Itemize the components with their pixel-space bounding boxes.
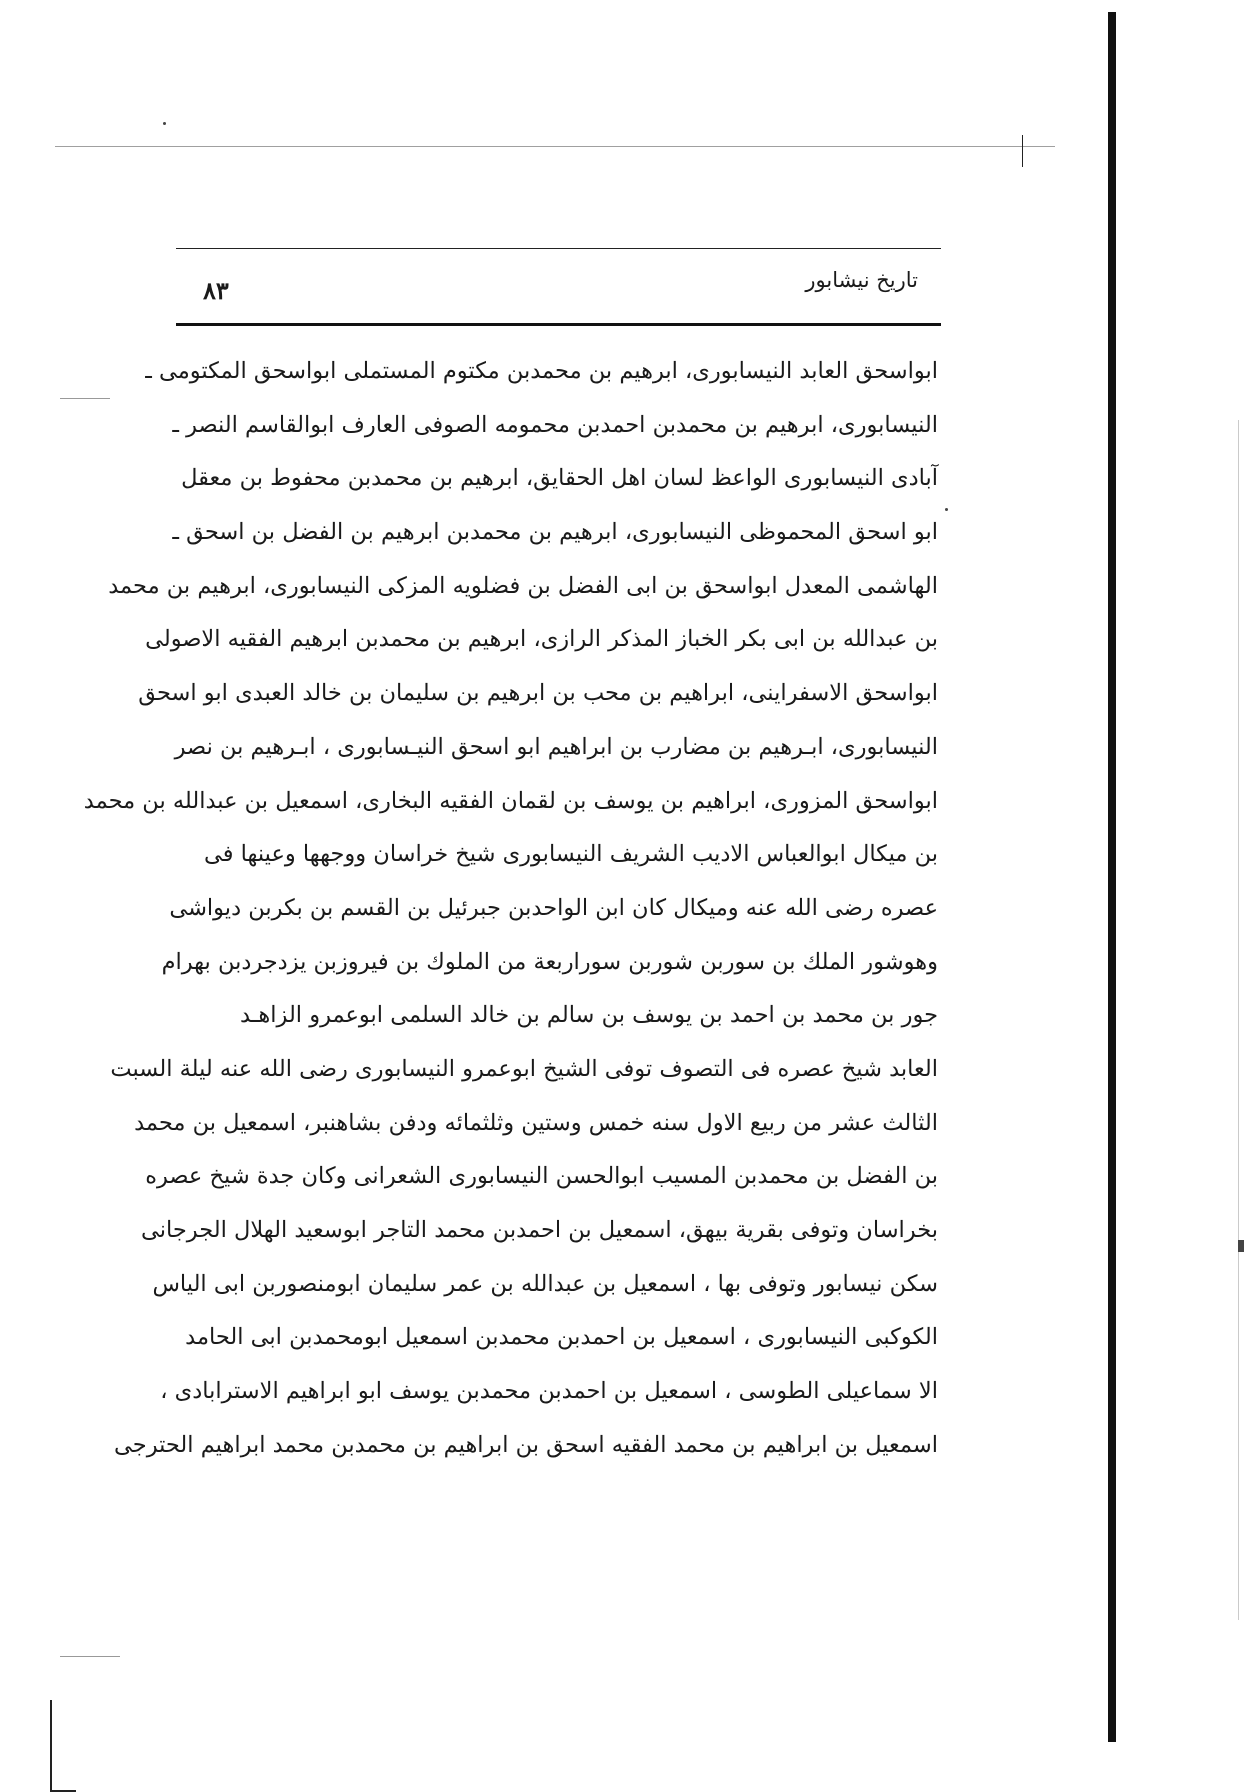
text-line: بن الفضل بن محمدبن المسيب ابوالحسن النيسابورى الشعرانى وكان جدة شيخ عصره (145, 1163, 938, 1190)
running-title: تاريخ نيشابور (805, 268, 918, 292)
text-line: جور بن محمد بن احمد بن يوسف بن سالم بن خالد السلمى ابوعمرو الزاهـد (240, 1002, 938, 1029)
text-line: الثالث عشر من ربيع الاول سنه خمس وستين وثلثمائه ودفن بشاهنبر، اسمعيل بن محمد (134, 1109, 938, 1136)
text-line: عصره رضى الله عنه وميكال كان ابن الواحدبن جبرئيل بن القسم بن بكربن ديواشى (169, 894, 938, 921)
text-line: بن ميكال ابوالعباس الاديب الشريف النيسابورى شيخ خراسان ووجهها وعينها فى (204, 841, 938, 868)
text-line: ابو اسحق المحموظى النيسابورى، ابرهيم بن محمدبن ابرهيم بن الفضل بن اسحق ـ (172, 519, 938, 546)
text-line: وهوشور الملك بن سوربن شوربن سوراربعة من الملوك بن فيروزبن يزدجردبن بهرام (161, 948, 938, 975)
scan-dot (163, 122, 166, 125)
corner-mark (50, 1700, 76, 1792)
text-line: سكن نيسابور وتوفى بها ، اسمعيل بن عبدالله بن عمر سليمان ابومنصوربن ابى الياس (152, 1270, 938, 1297)
scan-dot (945, 508, 948, 511)
edge-line (1238, 420, 1239, 1620)
text-line: ابواسحق العابد النيسابورى، ابرهيم بن محمدبن مكتوم المستملى ابواسحق المكتومى ـ (145, 358, 938, 384)
scan-artifact-line (55, 146, 1055, 147)
header-rule-top (176, 248, 941, 249)
margin-tick (1022, 135, 1023, 167)
margin-stroke (60, 1656, 120, 1657)
text-line: بخراسان وتوفى بقرية بيهق، اسمعيل بن احمدبن محمد التاجر ابوسعيد الهلال الجرجانى (141, 1217, 938, 1243)
text-line: الهاشمى المعدل ابواسحق بن ابى الفضل بن فضلويه المزكى النيسابورى، ابرهيم بن محمد (108, 572, 938, 599)
text-line: آبادى النيسابورى الواعظ لسان اهل الحقايق، ابرهيم بن محمدبن محفوط بن معقل (181, 465, 938, 492)
text-line: ابواسحق الاسفراينى، ابراهيم بن محب بن ابرهيم بن سليمان بن خالد العبدى ابو اسحق (138, 680, 938, 707)
margin-stroke (60, 398, 110, 399)
header-rule-bottom (176, 323, 941, 326)
scan-dot (1238, 1240, 1244, 1252)
page-number: ۸۳ (203, 276, 229, 305)
text-line: النيسابورى، ابرهيم بن محمدبن احمدبن محمومه الصوفى العارف ابوالقاسم النصر ـ (172, 411, 938, 438)
binding-shadow (1108, 12, 1116, 1742)
text-line: ابواسحق المزورى، ابراهيم بن يوسف بن لقمان الفقيه البخارى، اسمعيل بن عبدالله بن محمد (83, 787, 938, 814)
text-line: العابد شيخ عصره فى التصوف توفى الشيخ ابوعمرو النيسابورى رضى الله عنه ليلة السبت (110, 1055, 938, 1082)
text-line: الا سماعيلى الطوسى ، اسمعيل بن احمدبن محمدبن يوسف ابو ابراهيم الاسترابادى ، (160, 1378, 938, 1405)
text-line: الكوكبى النيسابورى ، اسمعيل بن احمدبن محمدبن اسمعيل ابومحمدبن ابى الحامد (185, 1324, 938, 1351)
text-line: بن عبدالله بن ابى بكر الخباز المذكر الرازى، ابرهيم بن محمدبن ابرهيم الفقيه الاصولى (145, 626, 938, 653)
text-line: اسمعيل بن ابراهيم بن محمد الفقيه اسحق بن ابراهيم بن محمدبن محمد ابراهيم الحترجى (114, 1431, 938, 1458)
text-line: النيسابورى، ابـرهيم بن مضارب بن ابراهيم ابو اسحق النيـسابورى ، ابـرهيم بن نصر (174, 733, 938, 760)
body-text (83, 345, 938, 1472)
